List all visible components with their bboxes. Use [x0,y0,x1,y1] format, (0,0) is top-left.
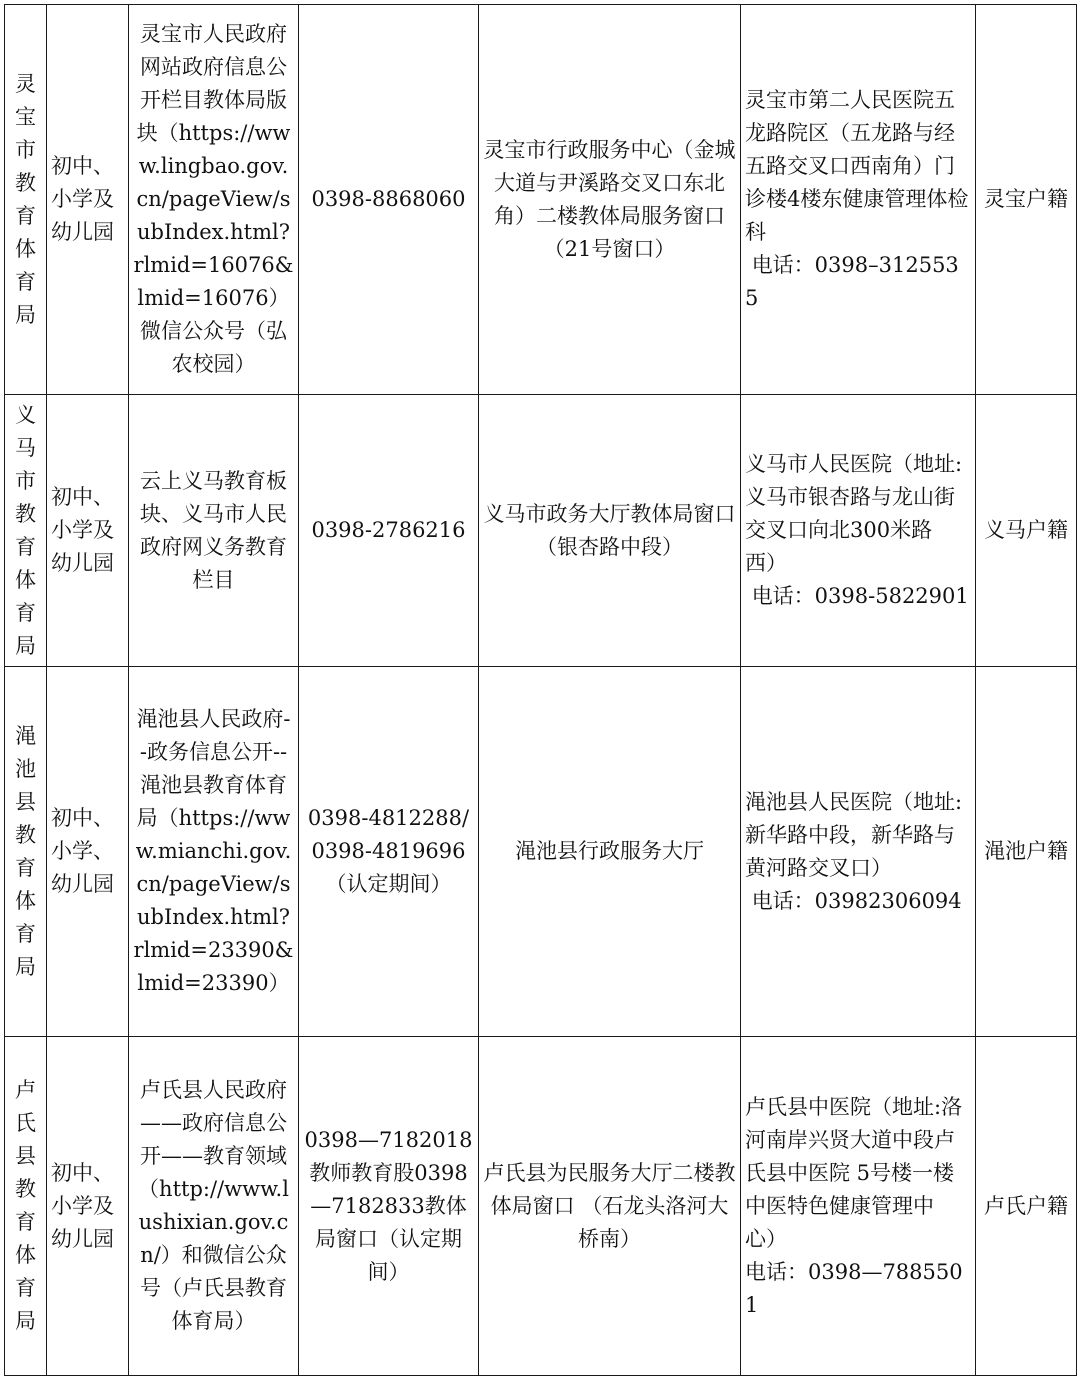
venue-cell: 灵宝市行政服务中心（金城大道与尹溪路交叉口东北角）二楼教体局服务窗口（21号窗口） [479,5,741,395]
table-row [5,395,1077,667]
website-cell: 云上义马教育板块、义马市人民政府网义务教育栏目 [129,395,299,667]
venue-cell: 义马市政务大厅教体局窗口（银杏路中段） [479,395,741,667]
hospital-cell: 卢氏县中医院（地址:洛河南岸兴贤大道中段卢氏县中医院 5号楼一楼中医特色健康管理中心） 电话：0398—7885501 [741,1037,976,1376]
household-cell: 义马户籍 [976,395,1077,667]
household-cell: 灵宝户籍 [976,5,1077,395]
agency-name: 义马市教育体育局 [15,402,36,658]
agency-cell [5,5,47,395]
venue-cell: 渑池县行政服务大厅 [479,667,741,1037]
agency-name: 卢氏县教育体育局 [15,1078,36,1333]
scope-cell: 初中、小学、幼儿园 [47,667,129,1037]
agency-name: 灵宝市教育体育局 [15,71,36,327]
agency-cell [5,667,47,1037]
phone-cell: 0398-4812288/0398-4819696（认定期间） [299,667,479,1037]
phone-cell: 0398-8868060 [299,5,479,395]
table-row [5,667,1077,1037]
scope-cell: 初中、小学及幼儿园 [47,5,129,395]
table-row [5,1037,1077,1376]
household-cell: 渑池户籍 [976,667,1077,1037]
phone-cell: 0398-2786216 [299,395,479,667]
household-cell: 卢氏户籍 [976,1037,1077,1376]
agency-cell [5,1037,47,1376]
venue-cell: 卢氏县为民服务大厅二楼教体局窗口 （石龙头洛河大桥南） [479,1037,741,1376]
agency-cell [5,395,47,667]
scope-cell: 初中、小学及幼儿园 [47,395,129,667]
teacher-qualification-table [4,4,1077,1376]
hospital-cell: 渑池县人民医院（地址:新华路中段，新华路与黄河路交叉口） 电话：03982306094 [741,667,976,1037]
scope-cell: 初中、小学及幼儿园 [47,1037,129,1376]
website-cell: 灵宝市人民政府网站政府信息公开栏目教体局版块（https://www.lingbao.gov.cn/pageView/subIndex.html?rlmid=16076&lmid=16076）微信公众号（弘农校园） [129,5,299,395]
website-cell: 渑池县人民政府--政务信息公开--渑池县教育体育局（https://www.mianchi.gov.cn/pageView/subIndex.html?rlmid=23390&lmid=23390） [129,667,299,1037]
phone-cell: 0398—7182018教师教育股0398—7182833教体局窗口（认定期间） [299,1037,479,1376]
website-cell: 卢氏县人民政府——政府信息公开——教育领域（http://www.lushixian.gov.cn/）和微信公众号（卢氏县教育体育局） [129,1037,299,1376]
document-page [4,4,1076,1375]
agency-name: 渑池县教育体育局 [15,723,36,979]
hospital-cell: 灵宝市第二人民医院五龙路院区（五龙路与经五路交叉口西南角）门诊楼4楼东健康管理体检科 电话：0398–3125535 [741,5,976,395]
hospital-cell: 义马市人民医院（地址:义马市银杏路与龙山街交叉口向北300米路西） 电话：0398-5822901 [741,395,976,667]
table-row [5,5,1077,395]
